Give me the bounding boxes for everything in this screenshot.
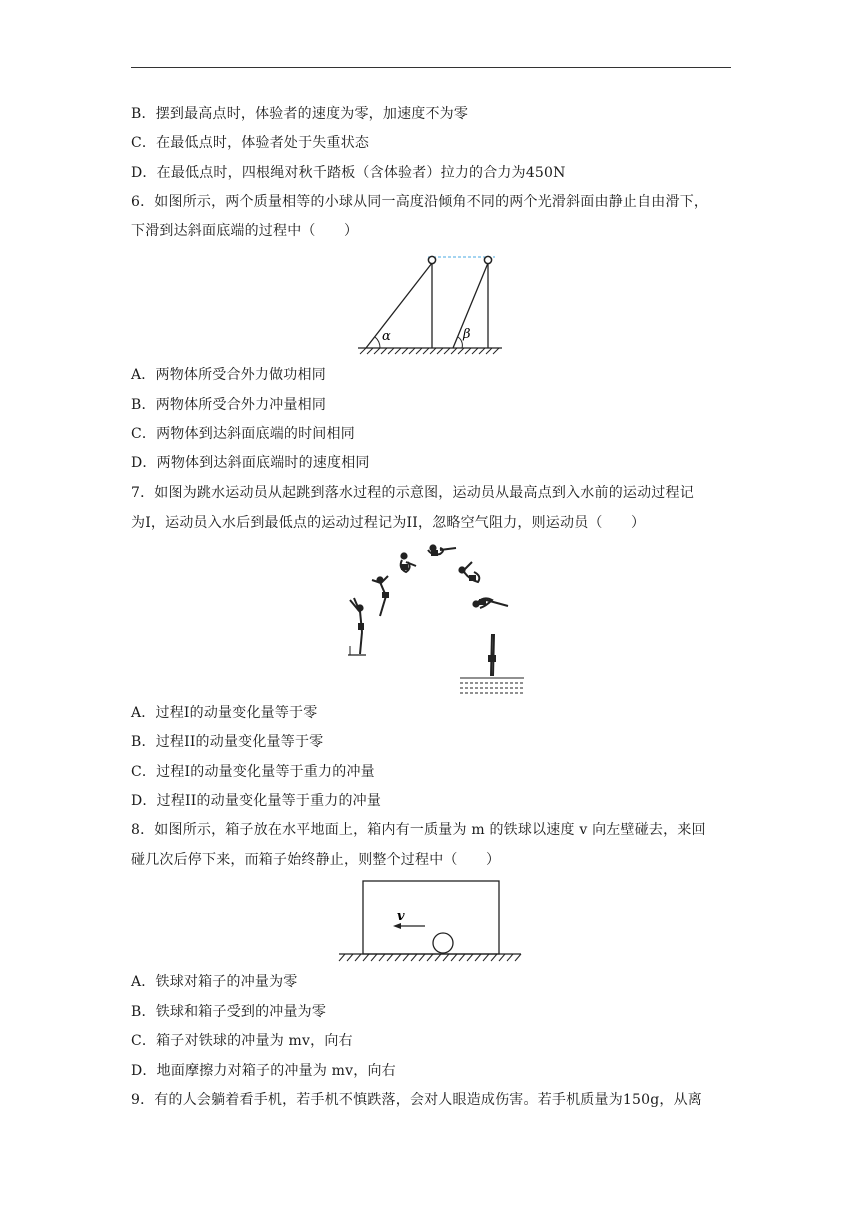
q8-ground-hatch	[339, 954, 521, 961]
q7-stem-line2: 为I，运动员入水后到最低点的运动过程记为II，忽略空气阻力，则运动员（ ）	[131, 515, 646, 531]
q7-option-c: C．过程I的动量变化量等于重力的冲量	[131, 764, 375, 780]
q7-diver-tuck-1	[401, 553, 416, 572]
q7-stem-line1: 7．如图为跳水运动员从起跳到落水过程的示意图，运动员从最高点到入水前的运动过程记	[131, 485, 694, 501]
q7-diver-rising	[372, 576, 388, 616]
q5-option-c: C．在最低点时，体验者处于失重状态	[131, 135, 370, 151]
q7-diver-entry	[489, 634, 495, 676]
q8-box	[363, 881, 499, 954]
q6-option-d: D．两物体到达斜面底端时的速度相同	[131, 455, 370, 471]
q8-stem-line1: 8．如图所示，箱子放在水平地面上，箱内有一质量为 m 的铁球以速度 v 向左壁碰去，来回	[131, 822, 706, 838]
q8-option-a: A．铁球对箱子的冲量为零	[131, 974, 298, 990]
q6-option-c: C．两物体到达斜面底端的时间相同	[131, 426, 355, 442]
q8-iron-ball	[433, 933, 453, 953]
q7-diver-peak	[428, 545, 456, 555]
q6-angle-arc-alpha	[375, 337, 380, 348]
q7-option-a: A．过程I的动量变化量等于零	[131, 705, 318, 721]
q8-box-figure	[335, 878, 525, 966]
q7-diver-pike	[473, 598, 508, 608]
q7-diver-takeoff	[350, 598, 363, 654]
q8-option-c: C．箱子对铁球的冲量为 mv，向右	[131, 1033, 353, 1049]
q6-label-beta: β	[463, 327, 471, 342]
q8-option-d: D．地面摩擦力对箱子的冲量为 mv，向右	[131, 1063, 396, 1079]
q7-option-b: B．过程II的动量变化量等于零	[131, 734, 324, 750]
q6-ground-hatch	[360, 348, 499, 354]
q8-label-v: v	[397, 909, 405, 924]
q6-stem-line1: 6．如图所示，两个质量相等的小球从同一高度沿倾角不同的两个光滑斜面由静止自由滑下，	[131, 194, 709, 210]
q6-stem-line2: 下滑到达斜面底端的过程中（ ）	[131, 223, 359, 239]
q7-water	[460, 678, 524, 693]
q6-label-alpha: α	[382, 329, 391, 344]
q6-option-a: A．两物体所受合外力做功相同	[131, 367, 326, 383]
q7-diver-tuck-2	[459, 562, 479, 582]
q6-ball-2	[484, 256, 491, 263]
q8-stem-line2: 碰几次后停下来，而箱子始终静止，则整个过程中（ ）	[131, 852, 501, 868]
q6-option-b: B．两物体所受合外力冲量相同	[131, 397, 327, 413]
q6-angle-arc-beta	[458, 337, 462, 348]
q6-inclines-figure	[350, 250, 510, 356]
q5-option-b: B．摆到最高点时，体验者的速度为零，加速度不为零	[131, 106, 469, 122]
q6-incline-alpha	[366, 263, 432, 348]
header-rule	[131, 67, 731, 68]
q6-ball-1	[428, 256, 435, 263]
q9-stem-line1: 9．有的人会躺着看手机，若手机不慎跌落，会对人眼造成伤害。若手机质量为150g，从离	[131, 1092, 702, 1108]
q8-option-b: B．铁球和箱子受到的冲量为零	[131, 1004, 327, 1020]
q7-diver-figure	[336, 538, 526, 698]
q7-option-d: D．过程II的动量变化量等于重力的冲量	[131, 793, 382, 809]
q5-option-d: D．在最低点时，四根绳对秋千踏板（含体验者）拉力的合力为450N	[131, 165, 566, 181]
